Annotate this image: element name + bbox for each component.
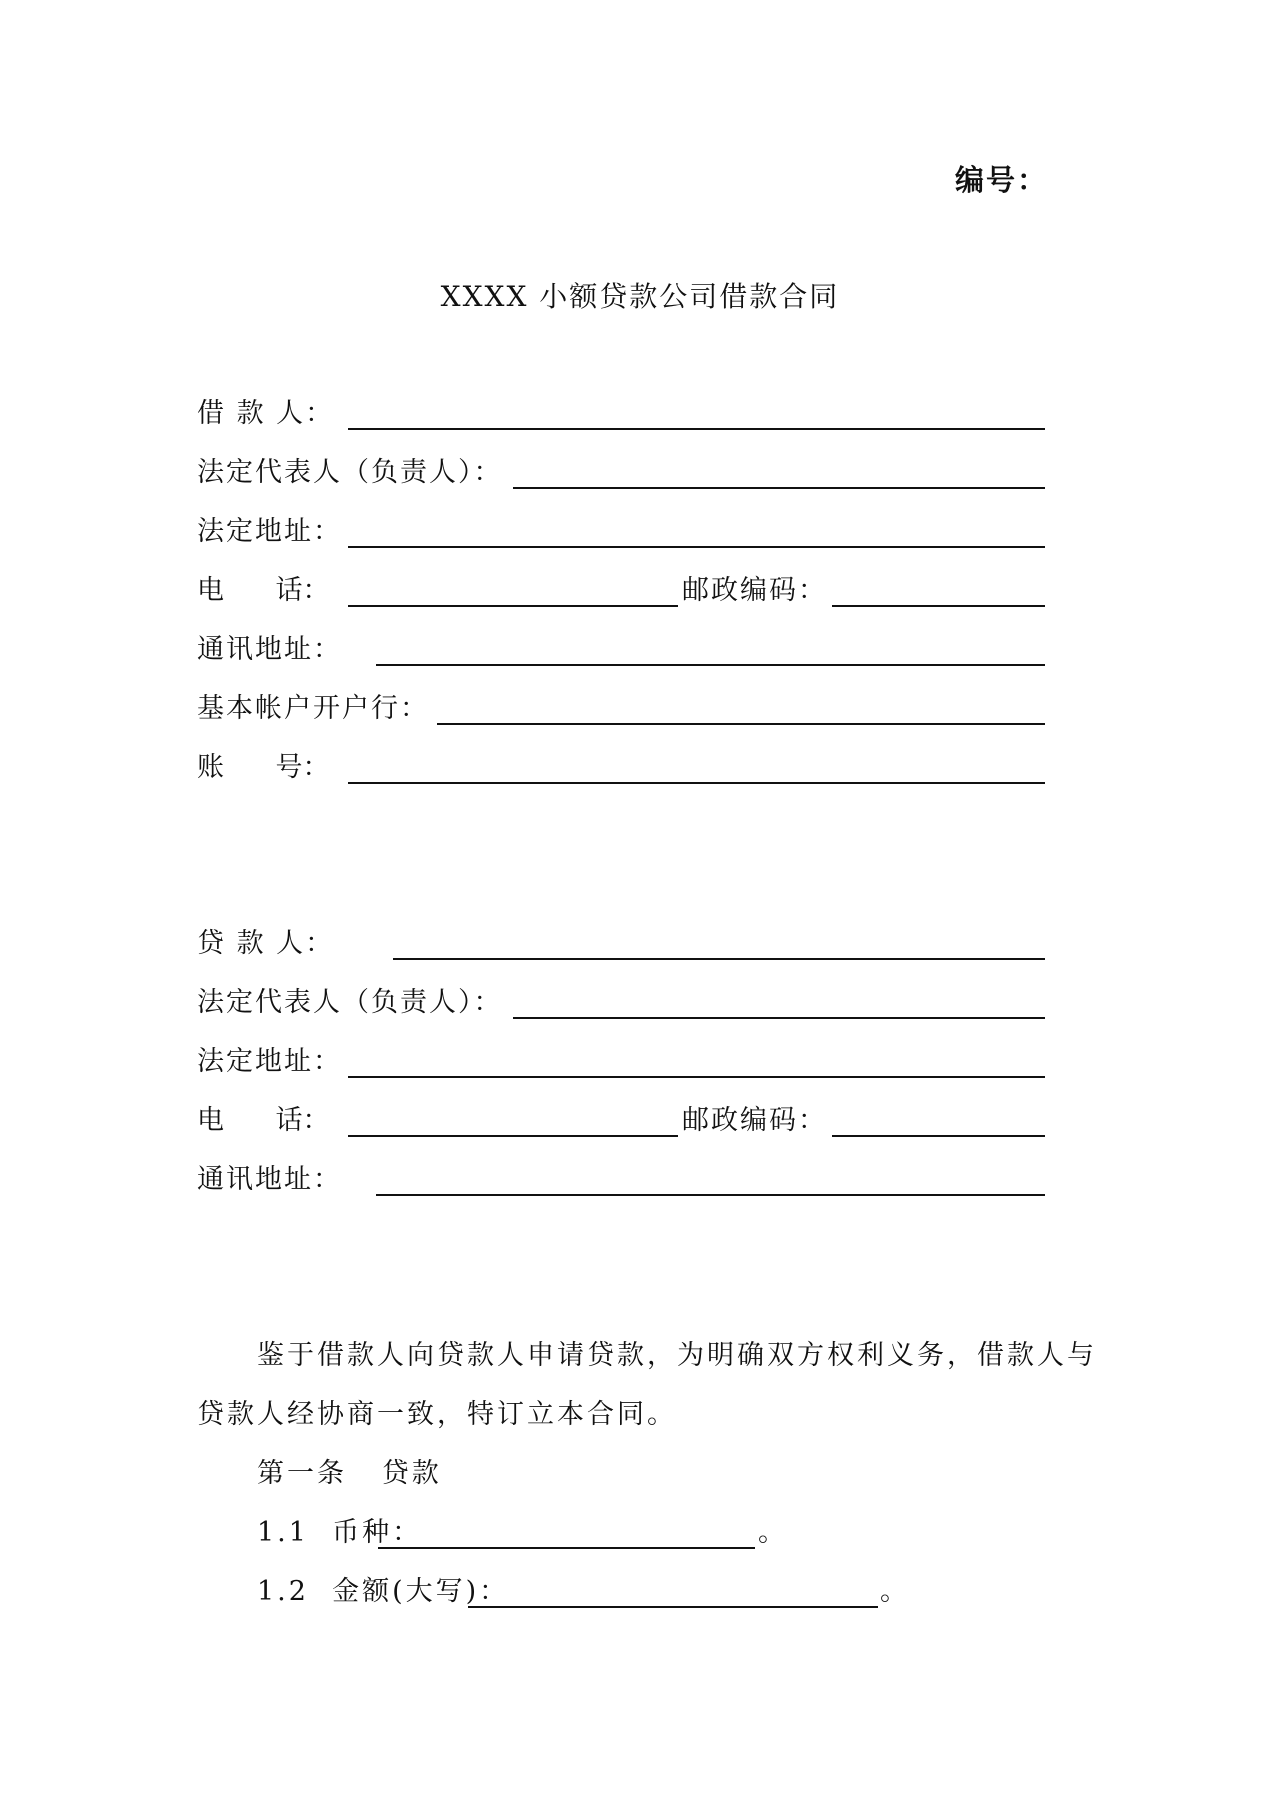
borrower-legal-address-label: 法定地址： [197,516,342,547]
lender-name-row [0,924,1280,964]
lender-name-field[interactable] [393,958,1045,960]
borrower-postcode-label: 邮政编码： [682,575,827,606]
borrower-mail-address-row [0,630,1280,670]
borrower-name-row [0,394,1280,434]
borrower-mail-address-label: 通讯地址： [197,634,342,665]
lender-legal-address-field[interactable] [348,1076,1045,1078]
lender-mail-address-label: 通讯地址： [197,1164,342,1195]
currency-field[interactable] [378,1547,755,1549]
lender-mail-address-field[interactable] [376,1194,1045,1196]
item-1-2-period: 。 [880,1576,907,1607]
lender-phone-label: 电 话： [197,1105,330,1136]
document-number-label: 编号： [955,163,1049,197]
lender-postcode-label: 邮政编码： [682,1105,827,1136]
borrower-legal-address-field[interactable] [348,546,1045,548]
lender-postcode-field[interactable] [832,1135,1045,1137]
borrower-bank-field[interactable] [437,723,1045,725]
borrower-mail-address-field[interactable] [376,664,1045,666]
borrower-name-label: 借 款 人： [197,398,335,429]
lender-mail-address-row [0,1160,1280,1200]
lender-legal-address-label: 法定地址： [197,1046,342,1077]
borrower-bank-label: 基本帐户开户行： [197,693,429,724]
lender-legal-rep-label: 法定代表人（负责人）： [197,987,503,1018]
item-1-2-label: 1.2 金额(大写)： [257,1576,510,1607]
borrower-phone-field[interactable] [348,605,678,607]
borrower-account-row [0,748,1280,788]
lender-phone-field[interactable] [348,1135,678,1137]
borrower-name-field[interactable] [348,428,1045,430]
item-1-1-label: 1.1 币种： [257,1517,423,1548]
item-1-2-row [0,1572,1280,1612]
borrower-account-field[interactable] [348,782,1045,784]
borrower-account-label: 账 号： [197,752,330,783]
article-1-title: 第一条 贷款 [257,1458,442,1489]
borrower-phone-label: 电 话： [197,575,330,606]
lender-legal-rep-row [0,983,1280,1023]
lender-phone-row [0,1101,1280,1141]
amount-field[interactable] [468,1606,878,1608]
borrower-legal-rep-field[interactable] [513,487,1045,489]
lender-name-label: 贷 款 人： [197,928,335,959]
borrower-legal-address-row [0,512,1280,552]
intro-paragraph-line2: 贷款人经协商一致，特订立本合同。 [197,1399,677,1430]
item-1-1-row [0,1513,1280,1553]
intro-paragraph-line1: 鉴于借款人向贷款人申请贷款，为明确双方权利义务，借款人与 [257,1340,1097,1371]
contract-title: XXXX 小额贷款公司借款合同 [440,280,840,313]
borrower-legal-rep-label: 法定代表人（负责人）： [197,457,503,488]
borrower-postcode-field[interactable] [832,605,1045,607]
borrower-legal-rep-row [0,453,1280,493]
borrower-phone-row [0,571,1280,611]
lender-legal-rep-field[interactable] [513,1017,1045,1019]
item-1-1-period: 。 [758,1517,785,1548]
lender-legal-address-row [0,1042,1280,1082]
borrower-bank-row [0,689,1280,729]
